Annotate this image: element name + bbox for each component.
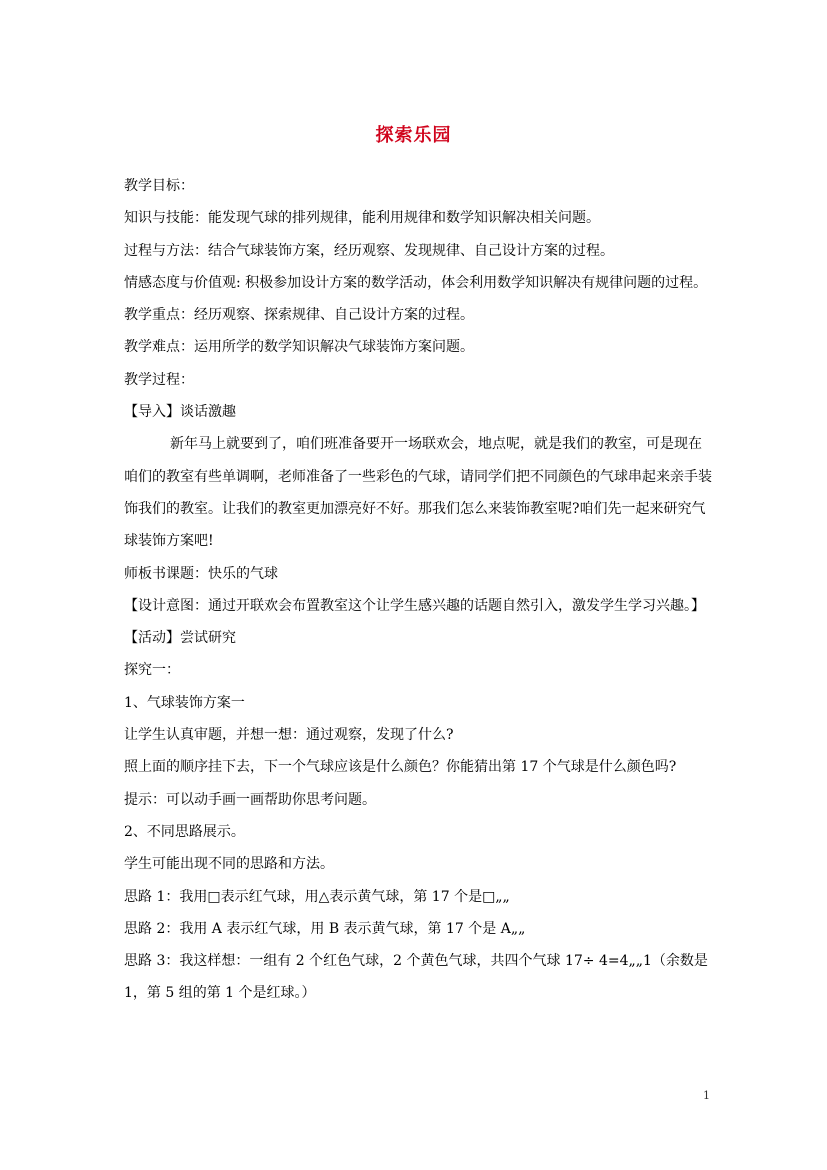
paragraph-student-methods: 学生可能出现不同的思路和方法。 (124, 856, 334, 873)
paragraph-introduction-heading: 【导入】谈话激趣 (124, 404, 236, 421)
paragraph-exploration-one: 探究一： (124, 662, 180, 679)
page-number: 1 (703, 1089, 710, 1102)
paragraph-hint: 提示：可以动手画一画帮助你思考问题。 (124, 791, 376, 808)
paragraph-observe-question: 让学生认真审题，并想一想：通过观察，发现了什么? (124, 727, 454, 744)
paragraph-approach-one: 思路 1：我用□表示红气球，用△表示黄气球，第 17 个是□„„ (124, 888, 510, 905)
paragraph-approach-two: 思路 2：我用 A 表示红气球，用 B 表示黄气球，第 17 个是 A„„ (124, 920, 526, 937)
paragraph-different-approaches: 2、不同思路展示。 (124, 823, 245, 840)
document-title: 探索乐园 (375, 125, 452, 146)
paragraph-board-title: 师板书课题：快乐的气球 (124, 565, 278, 582)
paragraph-emotion-values: 情感态度与价值观: 积极参加设计方案的数学活动，体会利用数学知识解决有规律问题的过程。 (124, 274, 708, 291)
paragraph-knowledge-skills: 知识与技能：能发现气球的排列规律，能利用规律和数学知识解决相关问题。 (124, 210, 600, 227)
paragraph-next-balloon-question: 照上面的顺序挂下去，下一个气球应该是什么颜色？你能猜出第 17 个气球是什么颜色吗? (124, 759, 677, 776)
paragraph-difficulty: 教学难点：运用所学的数学知识解决气球装饰方案问题。 (124, 339, 474, 356)
paragraph-objectives-heading: 教学目标： (124, 178, 194, 194)
paragraph-approach-three: 思路 3：我这样想：一组有 2 个红色气球，2 个黄色气球，共四个气球 17÷ 4=4„„1（余数是 1，第 5 组的第 1 个是红球。） (124, 953, 708, 1002)
paragraph-design-intent: 【设计意图：通过开联欢会布置教室这个让学生感兴趣的话题自然引入，激发学生学习兴趣。】 (124, 597, 705, 614)
paragraph-process-methods: 过程与方法：结合气球装饰方案，经历观察、发现规律、自己设计方案的过程。 (124, 242, 614, 259)
paragraph-introduction-text: 新年马上就要到了，咱们班准备要开一场联欢会，地点呢，就是我们的教室，可是现在咱们的教室有些单调啊，老师准备了一些彩色的气球，请同学们把不同颜色的气球串起来亲手装饰我们的教室。让我们的教室更加漂亮好不好。那我们怎么来装饰教室呢?咱们先一起来研究气球装饰方案吧! (124, 436, 712, 550)
paragraph-process-heading: 教学过程： (124, 371, 194, 388)
document-body (124, 170, 714, 1010)
paragraph-activity-heading: 【活动】尝试研究 (124, 630, 236, 647)
paragraph-key-point: 教学重点：经历观察、探索规律、自己设计方案的过程。 (124, 307, 474, 324)
paragraph-plan-one: 1、气球装饰方案一 (124, 694, 245, 711)
